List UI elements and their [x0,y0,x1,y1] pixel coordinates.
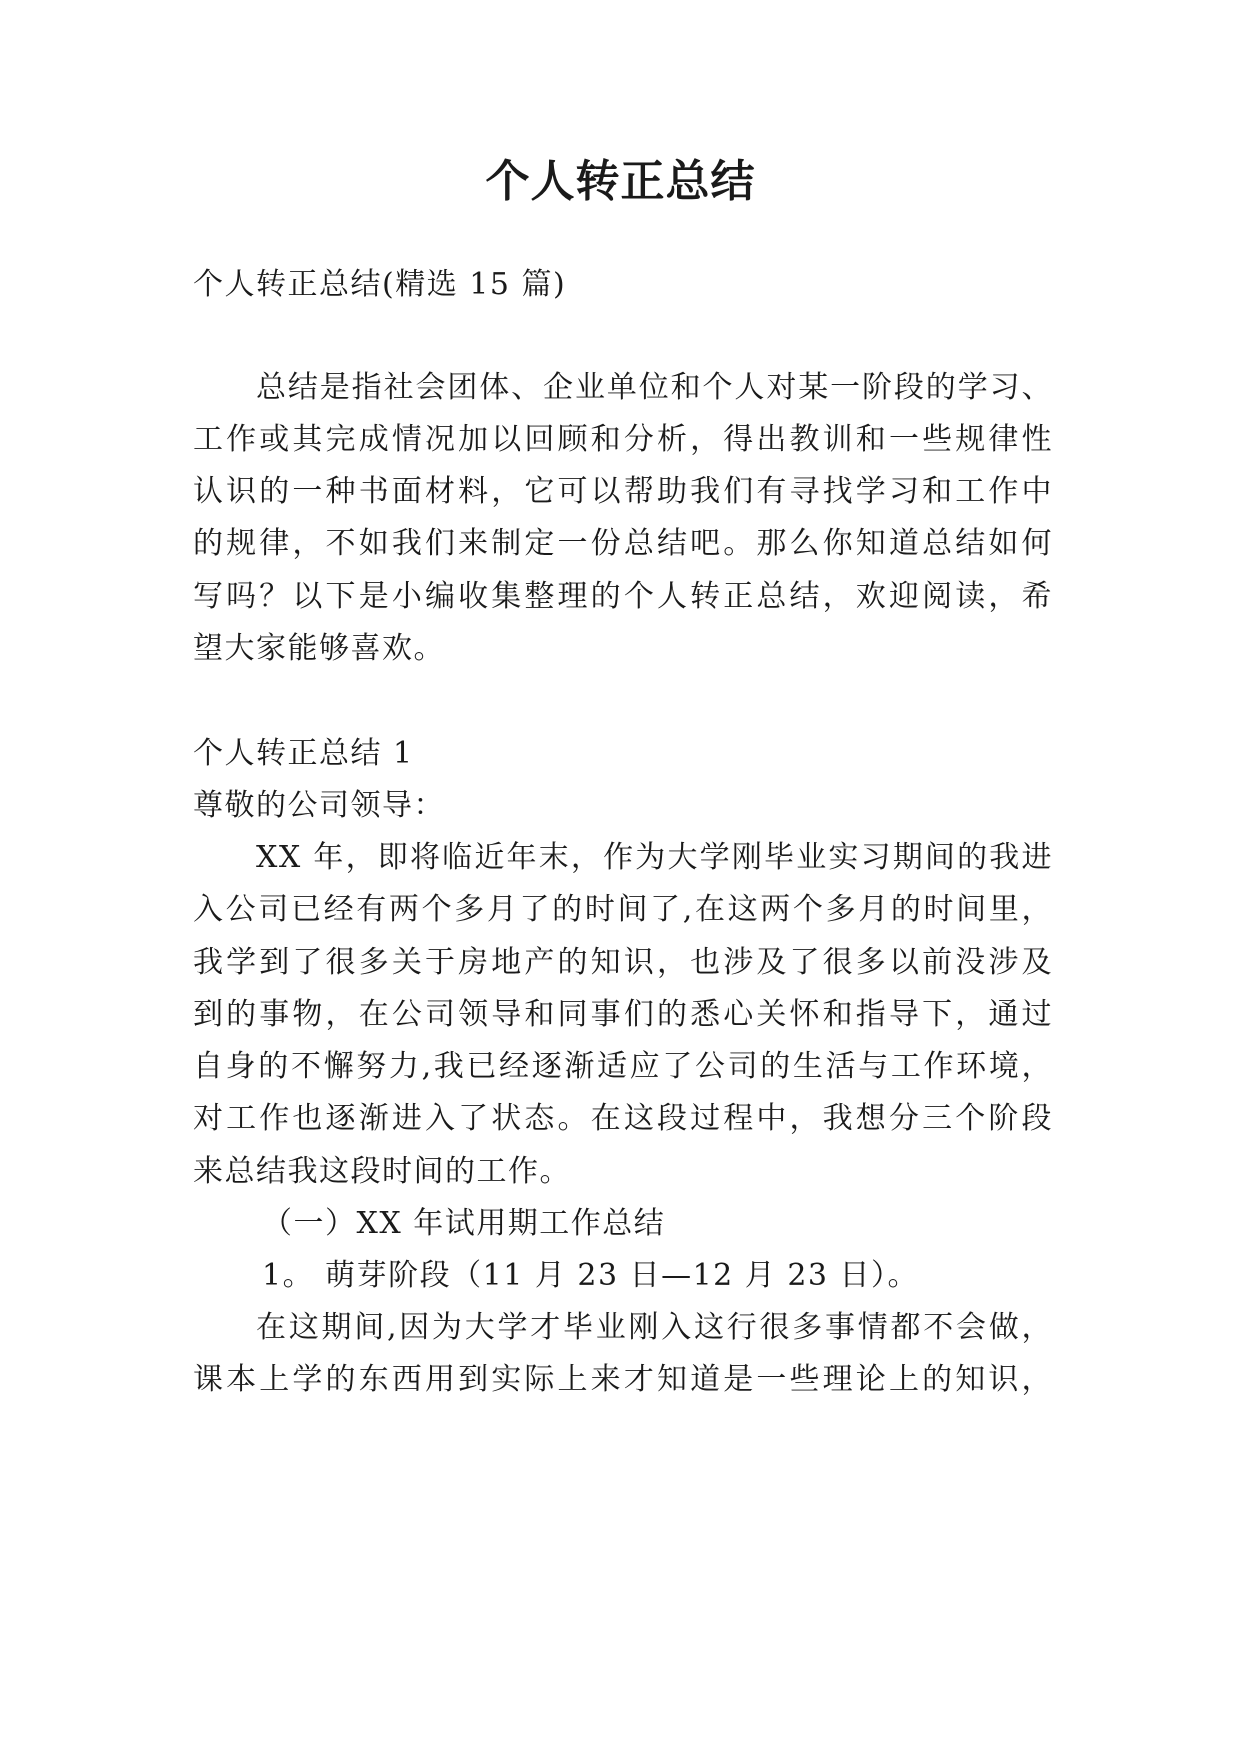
body-line: 对工作也逐渐进入了状态。在这段过程中，我想分三个阶段 [193,1101,1053,1136]
intro-line: 认识的一种书面材料，它可以帮助我们有寻找学习和工作中 [193,474,1053,509]
intro-line: 写吗？以下是小编收集整理的个人转正总结，欢迎阅读，希 [193,579,1053,614]
body-line: 在这期间,因为大学才毕业刚入这行很多事情都不会做， [256,1310,1053,1345]
list-item: 1。 萌芽阶段（11 月 23 日—12 月 23 日）。 [262,1258,920,1293]
intro-line: 总结是指社会团体、企业单位和个人对某一阶段的学习、 [256,370,1053,405]
section-heading: 个人转正总结 1 [193,736,414,771]
body-line: 入公司已经有两个多月了的时间了,在这两个多月的时间里， [193,892,1053,927]
body-line: 到的事物，在公司领导和同事们的悉心关怀和指导下，通过 [193,997,1053,1032]
intro-line: 的规律，不如我们来制定一份总结吧。那么你知道总结如何 [193,526,1053,561]
sub-heading: （一）XX 年试用期工作总结 [262,1206,666,1241]
body-line: 课本上学的东西用到实际上来才知道是一些理论上的知识， [193,1362,1053,1397]
intro-line: 工作或其完成情况加以回顾和分析，得出教训和一些规律性 [193,422,1053,457]
salutation: 尊敬的公司领导： [193,788,445,823]
intro-line: 望大家能够喜欢。 [193,631,445,666]
document-title: 个人转正总结 [485,156,756,207]
body-line: 自身的不懈努力,我已经逐渐适应了公司的生活与工作环境， [193,1049,1053,1084]
body-line: 来总结我这段时间的工作。 [193,1154,571,1189]
document-subtitle: 个人转正总结(精选 15 篇) [193,267,567,302]
body-line: XX 年，即将临近年末，作为大学刚毕业实习期间的我进 [256,840,1053,875]
body-line: 我学到了很多关于房地产的知识，也涉及了很多以前没涉及 [193,945,1053,980]
